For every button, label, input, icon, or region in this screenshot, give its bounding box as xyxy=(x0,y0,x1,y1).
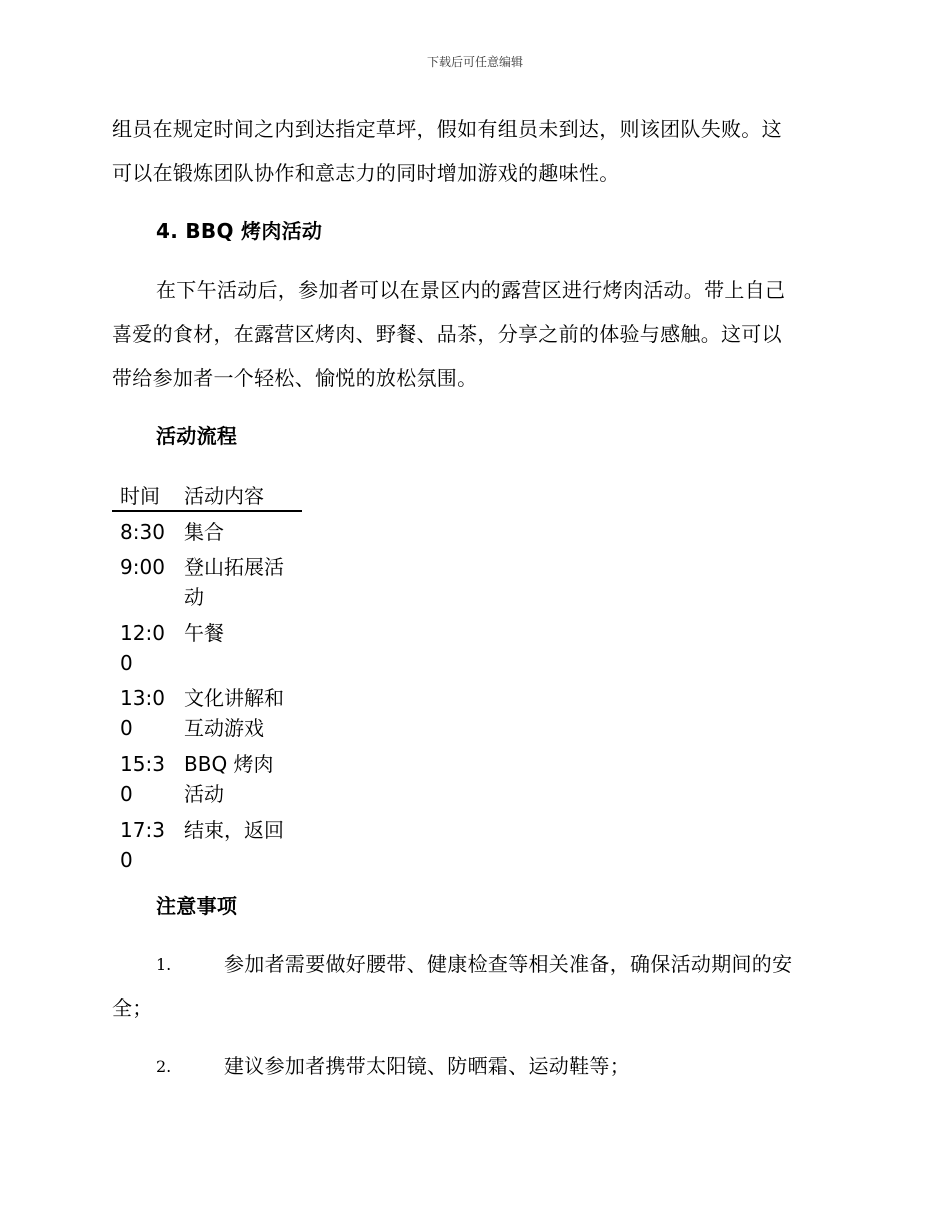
table-cell-time: 17:3 xyxy=(120,818,165,842)
table-cell-content: 登山拓展活 xyxy=(184,555,284,579)
table-cell-content: 集合 xyxy=(184,520,224,544)
table-cell-time: 15:3 xyxy=(120,752,165,776)
table-cell-content: 互动游戏 xyxy=(184,716,264,740)
table-cell-time: 13:0 xyxy=(120,686,165,710)
table-cell-time: 12:0 xyxy=(120,621,165,645)
section-heading-bbq: 4. BBQ 烤肉活动 xyxy=(156,219,323,243)
list-item-text: 参加者需要做好腰带、健康检查等相关准备，确保活动期间的安 xyxy=(224,952,793,976)
paragraph-line: 组员在规定时间之内到达指定草坪，假如有组员未到达，则该团队失败。这 xyxy=(112,117,782,141)
table-header-content: 活动内容 xyxy=(184,484,264,508)
table-cell-time: 9:00 xyxy=(120,555,165,579)
list-item-number: 2. xyxy=(156,1057,172,1076)
paragraph-line: 可以在锻炼团队协作和意志力的同时增加游戏的趣味性。 xyxy=(112,161,620,185)
table-header-rule xyxy=(112,510,302,512)
list-item-text: 全； xyxy=(112,996,153,1020)
table-cell-content: 午餐 xyxy=(184,621,224,645)
paragraph-line: 带给参加者一个轻松、愉悦的放松氛围。 xyxy=(112,366,478,390)
table-cell-time: 8:30 xyxy=(120,520,165,544)
table-cell-content: 动 xyxy=(184,585,204,609)
table-cell-time: 0 xyxy=(120,782,133,806)
table-header-time: 时间 xyxy=(120,484,160,508)
list-item-text: 建议参加者携带太阳镜、防晒霜、运动鞋等； xyxy=(224,1054,630,1078)
table-cell-time: 0 xyxy=(120,848,133,872)
list-item-number: 1. xyxy=(156,955,172,974)
table-cell-time: 0 xyxy=(120,651,133,675)
paragraph-line: 喜爱的食材，在露营区烤肉、野餐、品茶，分享之前的体验与感触。这可以 xyxy=(112,322,782,346)
paragraph-line: 在下午活动后，参加者可以在景区内的露营区进行烤肉活动。带上自己 xyxy=(156,278,786,302)
notes-title: 注意事项 xyxy=(156,894,238,918)
table-cell-time: 0 xyxy=(120,716,133,740)
table-cell-content: 文化讲解和 xyxy=(184,686,284,710)
table-cell-content: BBQ 烤肉 xyxy=(184,752,274,776)
page-header: 下载后可任意编辑 xyxy=(426,55,523,69)
schedule-title: 活动流程 xyxy=(156,424,238,448)
table-cell-content: 结束，返回 xyxy=(184,818,284,842)
table-cell-content: 活动 xyxy=(184,782,224,806)
